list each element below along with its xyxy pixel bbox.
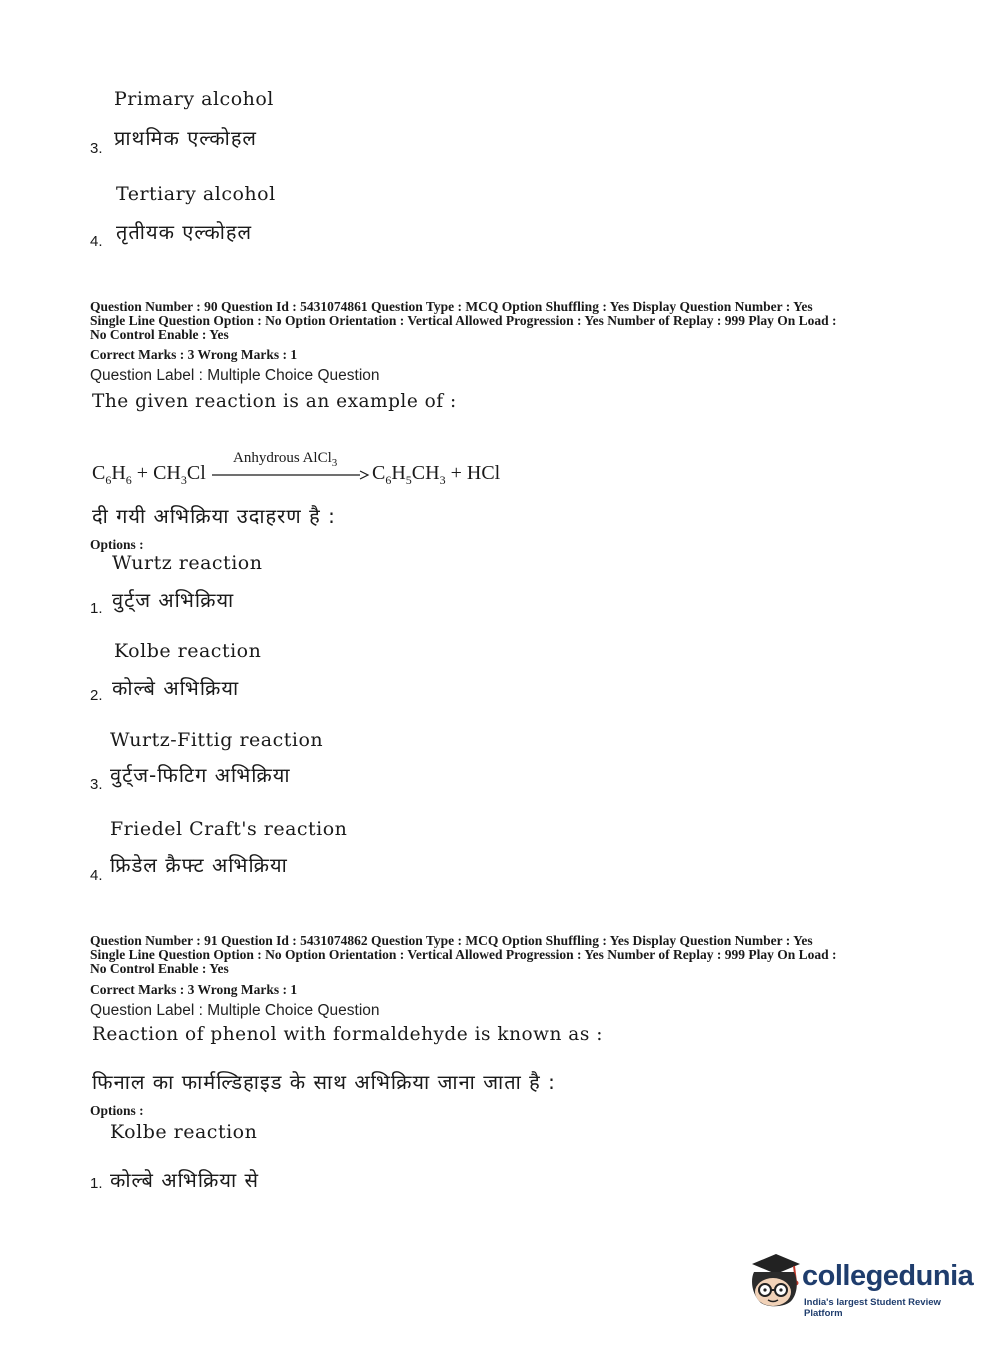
q90-option-4-number: 4. bbox=[90, 867, 103, 884]
q91-stem-english: Reaction of phenol with formaldehyde is known as : bbox=[92, 1024, 603, 1045]
option-3-number: 3. bbox=[90, 140, 103, 157]
q90-option-3-number: 3. bbox=[90, 776, 103, 793]
catalyst-label: Anhydrous AlCl$_3$ bbox=[233, 450, 338, 469]
q90-option-2-number: 2. bbox=[90, 687, 103, 704]
collegedunia-logo bbox=[742, 1250, 972, 1320]
q90-marks: Correct Marks : 3 Wrong Marks : 1 bbox=[90, 347, 298, 362]
q90-meta-line1: Question Number : 90 Question Id : 5431074861 Question Type : MCQ Option Shuffling : Yes Display Question Number : Yes bbox=[90, 299, 813, 314]
reaction-equation bbox=[92, 450, 522, 495]
q91-meta-line2: Single Line Question Option : No Option Orientation : Vertical Allowed Progression : Yes Number of Replay : 999 Play On Load : bbox=[90, 947, 837, 962]
q90-meta-line3: No Control Enable : Yes bbox=[90, 327, 229, 342]
q91-meta-line3: No Control Enable : Yes bbox=[90, 961, 229, 976]
q91-question-label: Question Label : Multiple Choice Question bbox=[90, 1002, 380, 1019]
q91-option-1-hindi: कोल्बे अभिक्रिया से bbox=[110, 1168, 260, 1192]
q90-stem-hindi: दी गयी अभिक्रिया उदाहरण है : bbox=[92, 504, 336, 528]
q91-marks: Correct Marks : 3 Wrong Marks : 1 bbox=[90, 982, 298, 997]
logo-name: collegedunia bbox=[802, 1260, 974, 1292]
q90-option-4-english: Friedel Craft's reaction bbox=[110, 818, 348, 840]
reaction-arrow bbox=[210, 468, 370, 482]
reactants: $C_6H_6 + CH_3Cl$ bbox=[92, 462, 206, 487]
q91-options-label: Options : bbox=[90, 1103, 144, 1118]
q91-option-1-english: Kolbe reaction bbox=[110, 1121, 258, 1143]
q90-option-4-hindi: फ्रिडेल क्रैफ्ट अभिक्रिया bbox=[110, 853, 288, 877]
q90-option-2-english: Kolbe reaction bbox=[114, 640, 262, 662]
q90-options-label: Options : bbox=[90, 537, 144, 552]
option-3-hindi: प्राथमिक एल्कोहल bbox=[114, 126, 257, 150]
q90-option-3-hindi: वुर्ट्ज-फिटिग अभिक्रिया bbox=[110, 763, 291, 787]
option-3-english: Primary alcohol bbox=[114, 88, 274, 110]
q91-option-1-number: 1. bbox=[90, 1175, 103, 1192]
option-4-english: Tertiary alcohol bbox=[116, 183, 276, 205]
mascot-icon bbox=[742, 1250, 802, 1314]
q90-option-1-number: 1. bbox=[90, 600, 103, 617]
q90-option-1-hindi: वुर्ट्ज अभिक्रिया bbox=[112, 588, 235, 612]
q91-meta-line1: Question Number : 91 Question Id : 5431074862 Question Type : MCQ Option Shuffling : Yes Display Question Number : Yes bbox=[90, 933, 813, 948]
q90-question-label: Question Label : Multiple Choice Question bbox=[90, 367, 380, 384]
q90-stem-english: The given reaction is an example of : bbox=[92, 391, 457, 412]
q90-option-1-english: Wurtz reaction bbox=[112, 552, 263, 574]
q90-option-2-hindi: कोल्बे अभिक्रिया bbox=[112, 676, 240, 700]
option-4-hindi: तृतीयक एल्कोहल bbox=[116, 220, 253, 244]
q90-option-3-english: Wurtz-Fittig reaction bbox=[110, 729, 324, 751]
q91-stem-hindi: फिनाल का फार्मल्डिहाइड के साथ अभिक्रिया जाना जाता है : bbox=[92, 1070, 556, 1094]
option-4-number: 4. bbox=[90, 233, 103, 250]
products: $C_6H_5CH_3$ + HCl bbox=[372, 462, 501, 487]
logo-tagline: India's largest Student Review Platform bbox=[804, 1297, 941, 1319]
q90-meta-line2: Single Line Question Option : No Option Orientation : Vertical Allowed Progression : Yes Number of Replay : 999 Play On Load : bbox=[90, 313, 837, 328]
